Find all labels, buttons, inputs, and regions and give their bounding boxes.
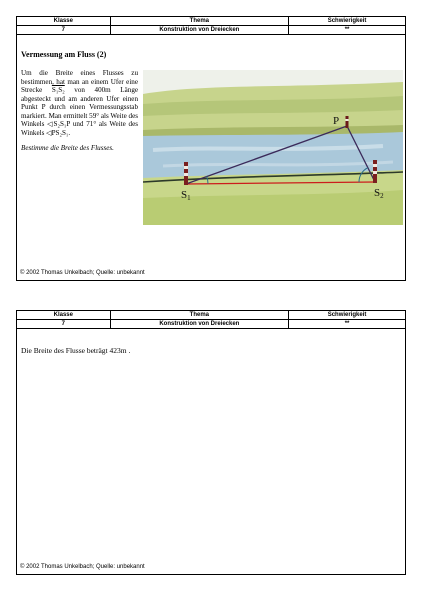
task-text-part2: von 400m Länge abgesteckt und am anderen Ufer einen Punkt P durch einen Vermessungsstab markiert. Man ermittelt 59° als Weite des Winkels ◁S₂S₁P und 71° als Weite des Winkels ◁PS₂S₁. <box>21 86 139 137</box>
header-thema-value: Konstruktion von Dreiecken <box>110 26 288 35</box>
header-thema-label: Thema <box>110 17 288 26</box>
label-s2: S2 <box>374 187 384 200</box>
task-footer: © 2002 Thomas Unkelbach; Quelle: unbekannt <box>20 270 145 276</box>
solution-header-klasse-value: 7 <box>17 320 110 329</box>
solution-header-schwierigkeit-value: ** <box>289 320 405 329</box>
task-prompt: Bestimme die Breite des Flusses. <box>21 144 114 152</box>
header-klasse-value: 7 <box>17 26 110 35</box>
pole-s2 <box>373 160 377 183</box>
solution-text: Die Breite des Flusse beträgt 423m . <box>21 346 131 355</box>
header-schwierigkeit-label: Schwierigkeit <box>289 17 405 26</box>
river-figure <box>143 70 403 225</box>
pole-p <box>346 116 349 128</box>
solution-card <box>16 310 406 575</box>
solution-header-table <box>17 311 405 329</box>
task-card <box>16 16 406 281</box>
segment-s1s2: S₁S₂ <box>51 86 65 94</box>
label-p: P <box>333 115 340 127</box>
label-s1: S1 <box>181 189 191 202</box>
solution-header-schwierigkeit-label: Schwierigkeit <box>289 311 405 320</box>
header-klasse-label: Klasse <box>17 17 110 26</box>
solution-header-klasse-label: Klasse <box>17 311 110 320</box>
task-title: Vermessung am Fluss (2) <box>21 50 107 59</box>
solution-header-thema-label: Thema <box>110 311 288 320</box>
header-schwierigkeit-value: ** <box>289 26 405 35</box>
task-text <box>21 69 138 153</box>
solution-header-thema-value: Konstruktion von Dreiecken <box>110 320 288 329</box>
task-header-table <box>17 17 405 35</box>
solution-footer: © 2002 Thomas Unkelbach; Quelle: unbekannt <box>20 564 145 570</box>
task-paragraph <box>21 69 138 137</box>
task-text-part1: Um die Breite eines Flusses zu bestimmen, hat man an einem Ufer eine Strecke <box>21 69 138 94</box>
pole-s1 <box>184 162 188 185</box>
